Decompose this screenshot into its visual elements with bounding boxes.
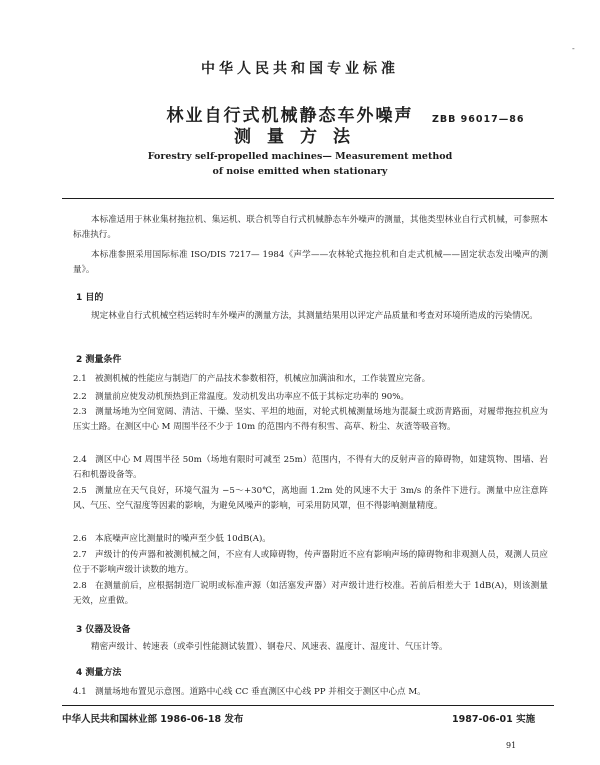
clause-number: 2.7 (73, 550, 87, 560)
clause-number: 2.1 (73, 374, 87, 384)
effective-date: 1987-06-01 实施 (452, 714, 536, 725)
clause-text: 测量应在天气良好，环境气温为 −5～+30℃，离地面 1.2m 处的风速不大于 3m/s 的条件下进行。测量中应注意阵风、气压、空气湿度等因素的影响，为避免风噪声的影响，可采用防风罩，但不得影响测量精度。 (73, 486, 548, 511)
english-title-line1: Forestry self-propelled machines— Measurement method (147, 151, 453, 162)
clause-text: 测区中心 M 周围半径 50m（场地有限时可减至 25m）范围内，不得有大的反射声音的障碍物，如建筑物、围墙、岩石和机器设备等。 (73, 455, 548, 480)
clause-2-2 (73, 390, 548, 405)
clause-text: 本底噪声应比测量时的噪声至少低 10dB(A)。 (95, 534, 271, 544)
intro-paragraph-reference: 本标准参照采用国际标准 ISO/DIS 7217— 1984《声学——农林轮式拖拉机和自走式机械——固定状态发出噪声的测量》。 (73, 250, 548, 275)
clause-text: 测量场地布置见示意图。道路中心线 CC 垂直测区中心线 PP 并相交于测区中心点 M。 (95, 687, 426, 697)
english-title-line2: of noise emitted when stationary (212, 166, 388, 177)
standard-category-title: 中华人民共和国专业标准 (201, 61, 399, 77)
clause-text: 声级计的传声器和被测机械之间，不应有人或障碍物，传声器附近不应有影响声场的障碍物和非观测人员，观测人员应位于不影响声级计读数的地方。 (73, 550, 548, 575)
chinese-title-line1: 林业自行式机械静态车外噪声 (166, 106, 414, 126)
clause-number: 4.1 (73, 687, 87, 697)
section-1-text: 规定林业自行式机械空档运转时车外噪声的测量方法，其测量结果用以评定产品质量和考查对环境所造成的污染情况。 (91, 311, 538, 321)
clause-2-4 (73, 453, 548, 483)
section-4-heading: 4 测量方法 (76, 668, 122, 678)
clause-2-3 (73, 405, 548, 435)
clause-number: 2.2 (73, 392, 87, 402)
clause-number: 2.5 (73, 486, 87, 496)
clause-text: 测量前应使发动机预热到正常温度。发动机发出功率应不低于其标定功率的 90%。 (95, 392, 410, 402)
page-number: 91 (506, 741, 517, 750)
standard-code: ZBB 96017—86 (432, 114, 525, 125)
clause-2-1 (73, 372, 548, 387)
clause-2-5 (73, 484, 548, 514)
intro-paragraph-scope: 本标准适用于林业集材拖拉机、集运机、联合机等自行式机械静态车外噪声的测量，其他类型林业自行式机械，可参照本标准执行。 (73, 215, 548, 240)
section-1-heading: 1 目的 (76, 293, 104, 303)
clause-number: 2.8 (73, 581, 87, 591)
bottom-divider (62, 705, 554, 706)
clause-2-6 (73, 532, 548, 547)
clause-number: 2.6 (73, 534, 87, 544)
clause-4-1 (73, 685, 548, 700)
clause-text: 被测机械的性能应与制造厂的产品技术参数相符，机械应加满油和水，工作装置应完备。 (95, 374, 431, 384)
section-3-text: 精密声级计、转速表（或牵引性能测试装置）、钢卷尺、风速表、温度计、湿度计、气压计等。 (91, 642, 448, 652)
chinese-title-line2: 测量方法 (234, 127, 366, 147)
section-2-heading: 2 测量条件 (76, 355, 122, 365)
scan-mark: - (572, 44, 575, 53)
clause-2-7 (73, 548, 548, 578)
clause-text: 测量场地为空间宽阔、清洁、干燥、坚实、平坦的地面，对轮式机械测量场地为混凝土或沥青路面，对履带拖拉机应为压实土路。在测区中心 M 周围半径不少于 10m 的范围内不得有积雪、高草、粉尘、灰渣等吸音物。 (73, 407, 548, 432)
section-3-heading: 3 仪器及设备 (76, 625, 131, 635)
clause-text: 在测量前后，应根据制造厂说明或标准声源（如活塞发声器）对声级计进行校准。若前后相差大于 1dB(A)，则该测量无效，应重做。 (73, 581, 548, 606)
clause-2-8 (73, 579, 548, 609)
top-divider (62, 198, 554, 199)
clause-number: 2.3 (73, 407, 87, 417)
issue-date: 中华人民共和国林业部 1986-06-18 发布 (62, 714, 244, 725)
clause-number: 2.4 (73, 455, 87, 465)
